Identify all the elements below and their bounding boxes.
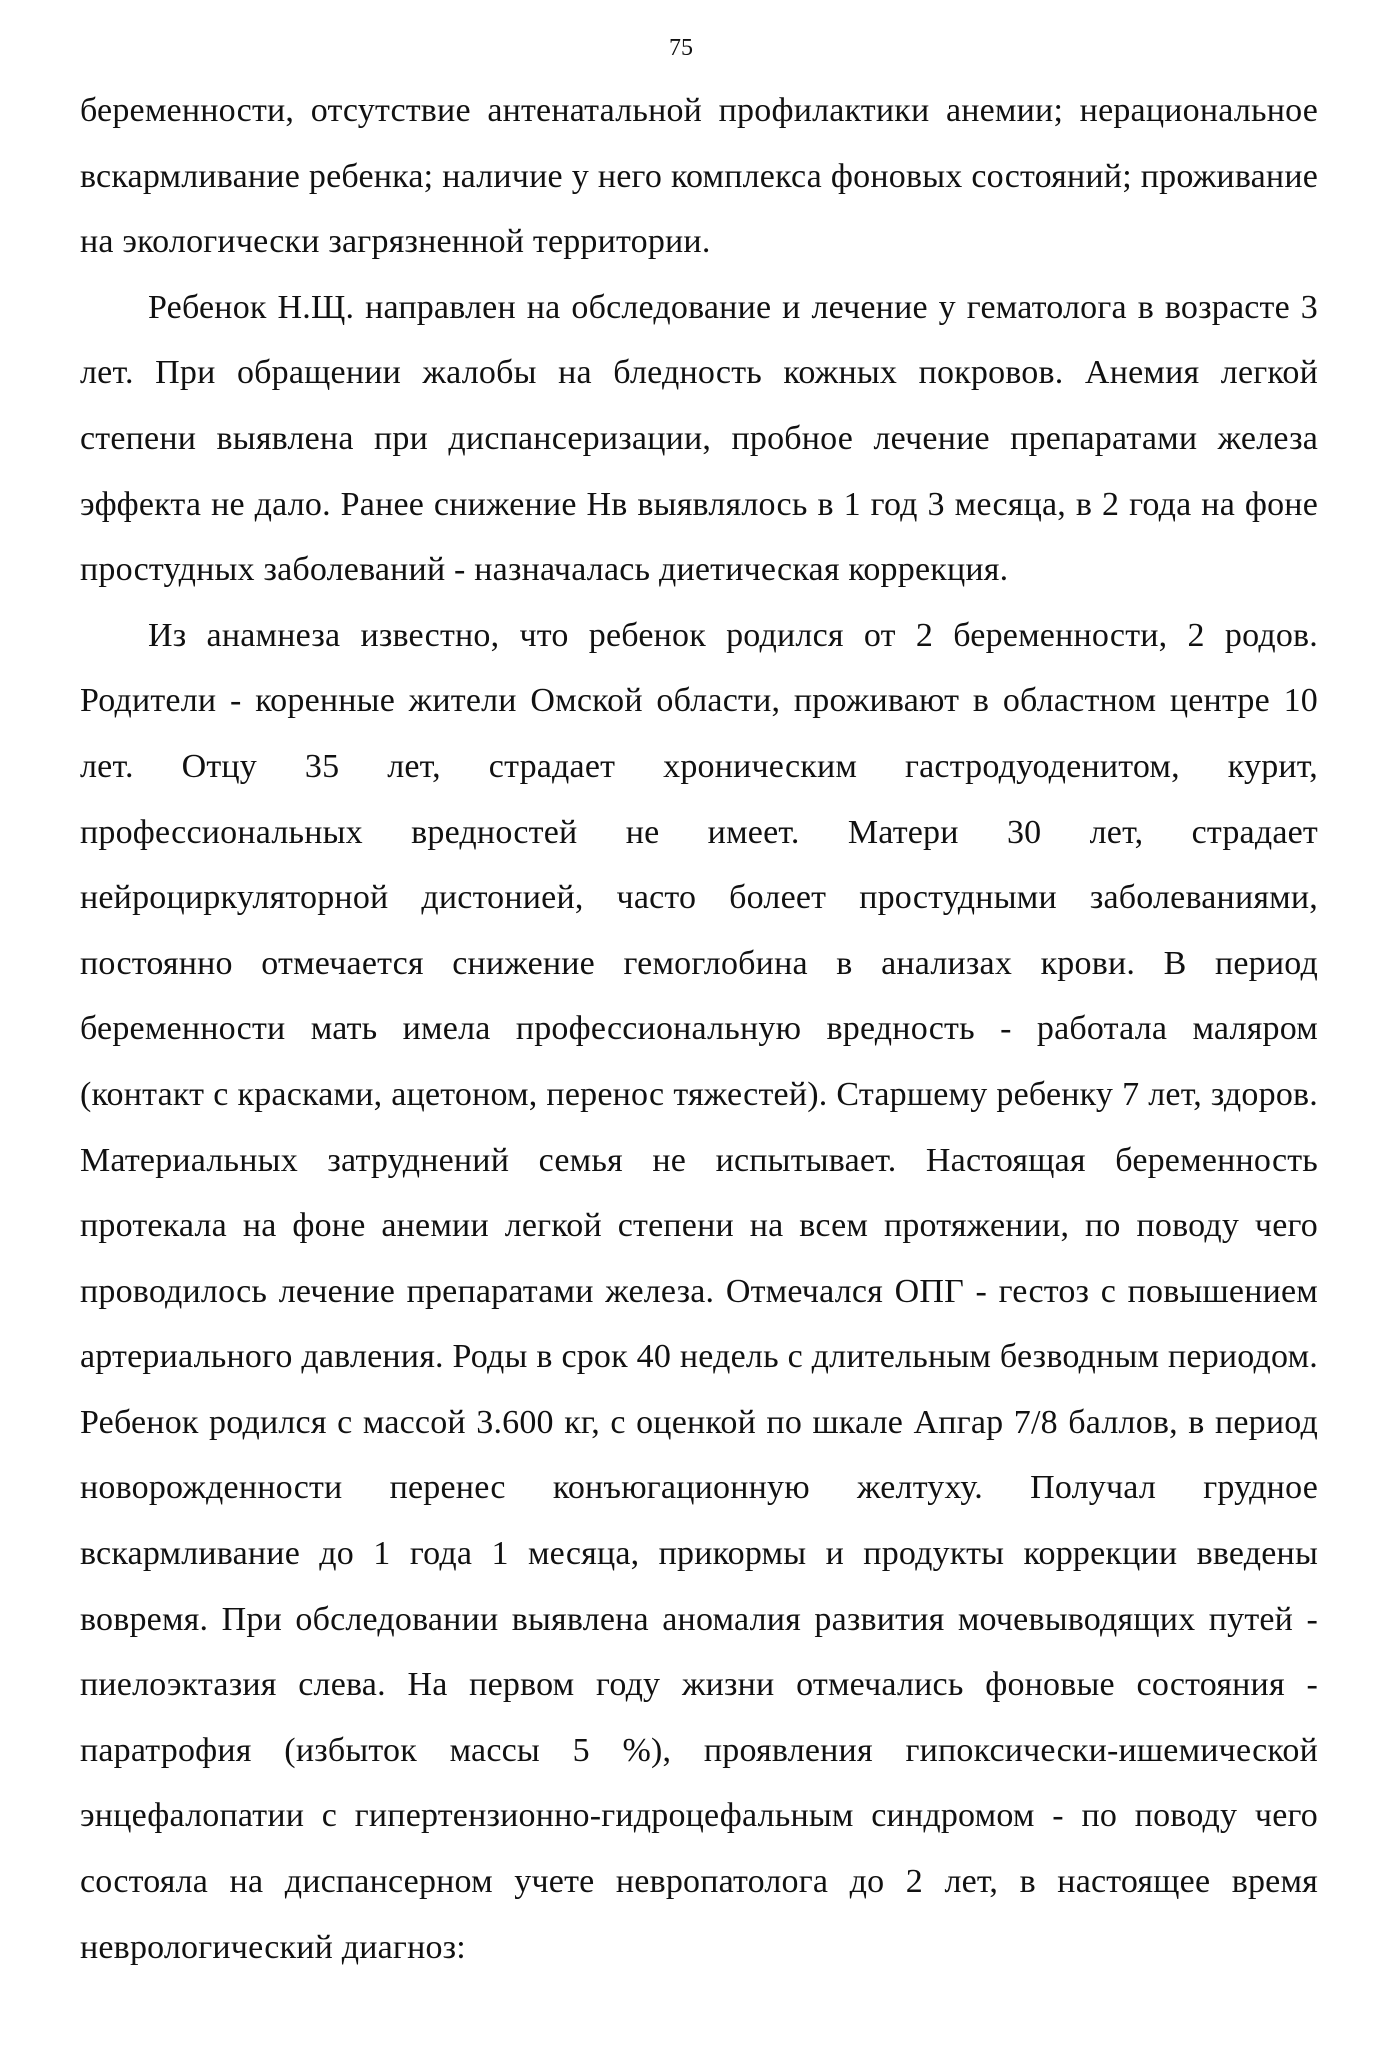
body-text [80, 78, 1318, 1980]
paragraph-referral: Ребенок Н.Щ. направлен на обследование и лечение у гематолога в возрасте 3 лет. При обращении жалобы на бледность кожных покровов. Анемия легкой степени выявлена при диспансеризации, пробное лечение препаратами железа эффекта не дало. Ранее снижение Нв выявлялось в 1 год 3 месяца, в 2 года на фоне простудных заболеваний - назначалась диетическая коррекция. [80, 288, 1318, 589]
page-number: 75 [669, 35, 693, 61]
paragraph-anamnesis: Из анамнеза известно, что ребенок родился от 2 беременности, 2 родов. Родители - коренные жители Омской области, проживают в областном центре 10 лет. Отцу 35 лет, страдает хроническим гастродуоденитом, курит, профессиональных вредностей не имеет. Матери 30 лет, страдает нейроциркуляторной дистонией, часто болеет простудными заболеваниями, постоянно отмечается снижение гемоглобина в анализах крови. В период беременности мать имела профессиональную вредность - работала маляром (контакт с красками, ацетоном, перенос тяжестей). Старшему ребенку 7 лет, здоров. Материальных затруднений семья не испытывает. Настоящая беременность протекала на фоне анемии легкой степени на всем протяжении, по поводу чего проводилось лечение препаратами железа. Отмечался ОПГ - гестоз с повышением артериального давления. Роды в срок 40 недель с длительным безводным периодом. Ребенок родился с массой 3.600 кг, с оценкой по шкале Апгар 7/8 баллов, в период новорожденности перенес конъюгационную желтуху. Получал грудное вскармливание до 1 года 1 месяца, прикормы и продукты коррекции введены вовремя. При обследовании выявлена аномалия развития мочевыводящих путей - пиелоэктазия слева. На первом году жизни отмечались фоновые состояния - паратрофия (избыток массы 5 %), проявления гипоксически-ишемической энцефалопатии с гипертензионно-гидроцефальным синдромом - по поводу чего состояла на диспансерном учете невропатолога до 2 лет, в настоящее время неврологический диагноз: [80, 616, 1318, 1966]
paragraph-risk-factors: беременности, отсутствие антенатальной профилактики анемии; нерациональное вскармливание ребенка; наличие у него комплекса фоновых состояний; проживание на экологически загрязненной территории. [80, 92, 1318, 261]
